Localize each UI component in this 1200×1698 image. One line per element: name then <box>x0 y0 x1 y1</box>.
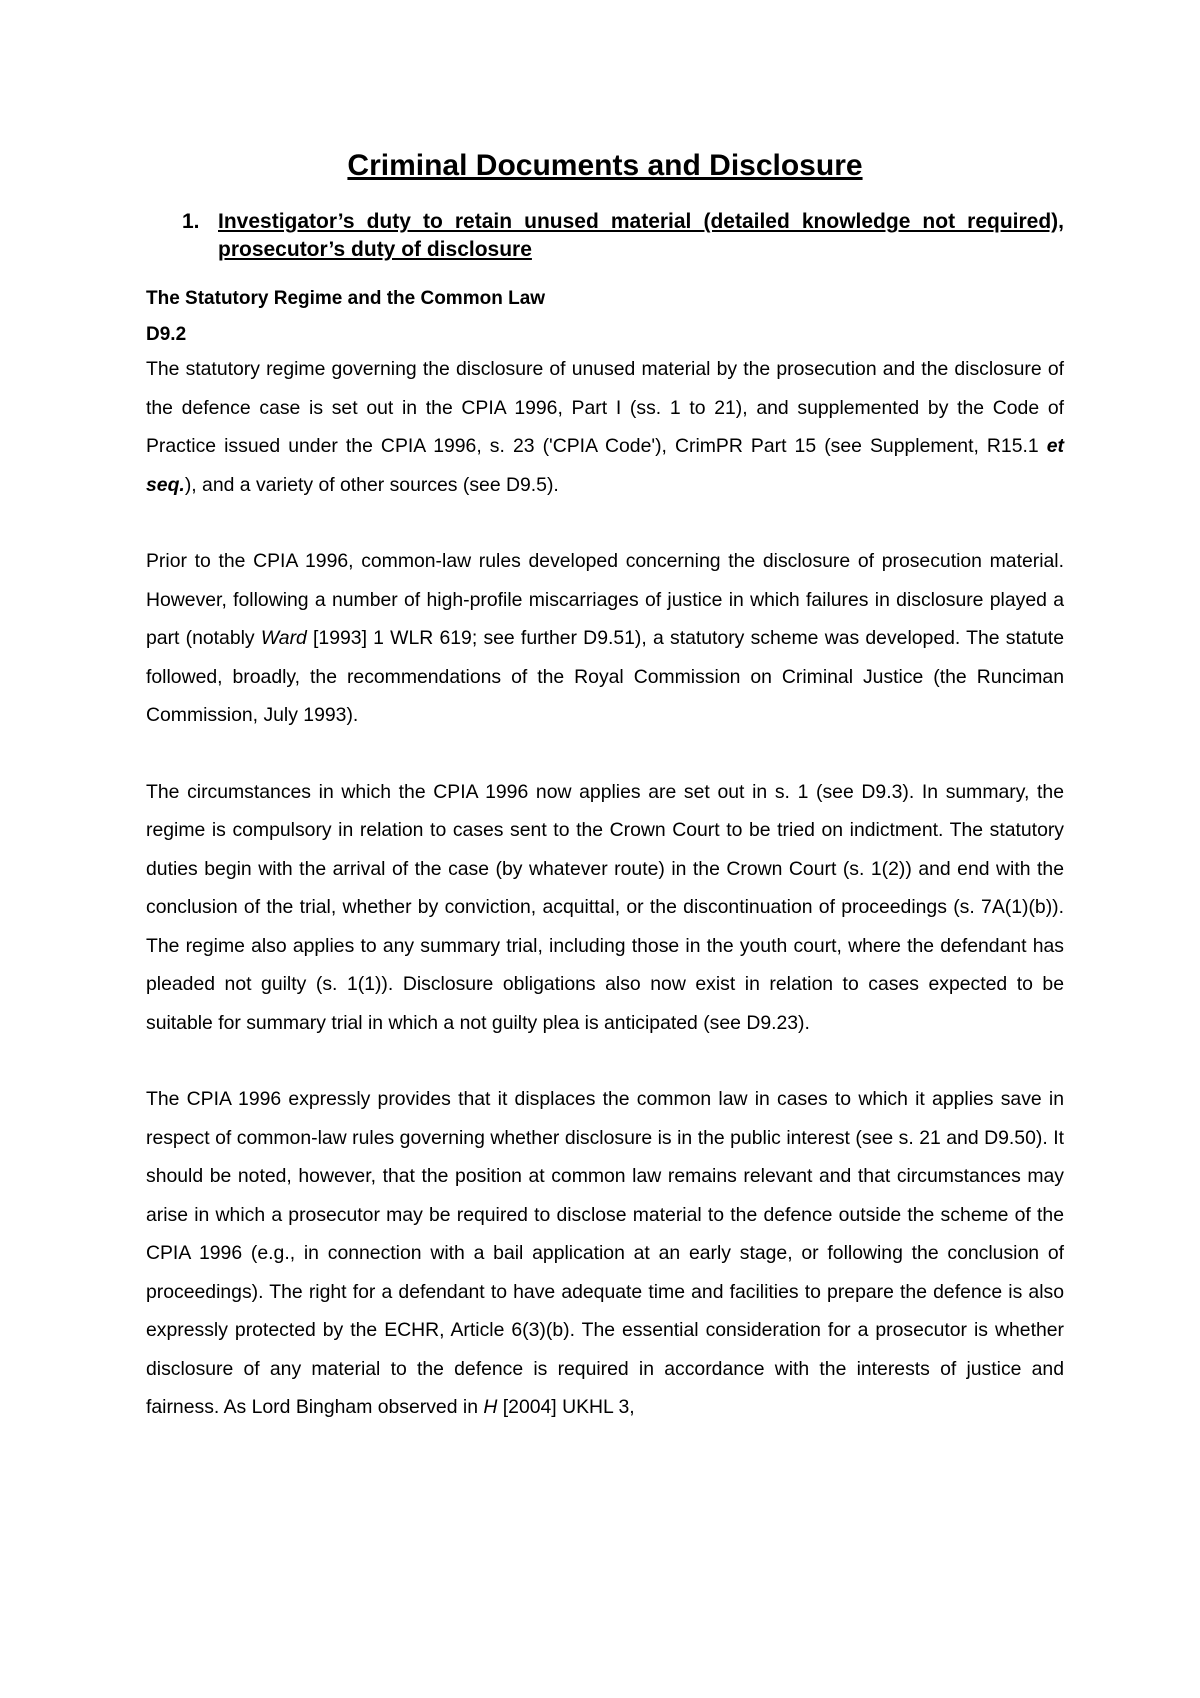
subheading: The Statutory Regime and the Common Law <box>146 288 546 309</box>
paragraph-1-text-a: The statutory regime governing the disclosure of unused material by the prosecution and the disclosure of the defence case is set out in the CPIA 1996, Part I (ss. 1 to 21), and supplemented by the Code of Practice issued under the CPIA 1996, s. 23 ('CPIA Code'), CrimPR Part 15 (see Supplement, R15.1 <box>146 358 1064 457</box>
paragraph-1 <box>146 350 1064 504</box>
document-body <box>146 140 1064 1427</box>
paragraph-2-text-a: Prior to the CPIA 1996, common-law rules developed concerning the disclosure of prosecution material. However, following a number of high-profile miscarriages of justice in which failures in disclosure played a part (notably <box>146 550 1064 649</box>
case-name-ward: Ward <box>260 627 307 649</box>
paragraph-2 <box>146 542 1064 735</box>
paragraph-4 <box>146 1080 1064 1427</box>
paragraph-reference: D9.2 <box>146 324 187 345</box>
paragraph-1-emphasis: et seq. <box>146 435 1064 496</box>
section-number: 1. <box>182 210 200 233</box>
document-title: Criminal Documents and Disclosure <box>347 149 863 182</box>
paragraph-4-text-a: The CPIA 1996 expressly provides that it displaces the common law in cases to which it applies save in respect of common-law rules governing whether disclosure is in the public interest (see s. 21 and D9.50). It should be noted, however, that the position at common law remains relevant and that circumstances may arise in which a prosecutor may be required to disclose material to the defence outside the scheme of the CPIA 1996 (e.g., in connection with a bail application at an early stage, or following the conclusion of proceedings). The right for a defendant to have adequate time and facilities to prepare the defence is also expressly protected by the ECHR, Article 6(3)(b). The essential consideration for a prosecutor is whether disclosure of any material to the defence is required in accordance with the interests of justice and fairness. As Lord Bingham observed in <box>146 1088 1064 1418</box>
paragraph-3: The circumstances in which the CPIA 1996 now applies are set out in s. 1 (see D9.3). In summary, the regime is compulsory in relation to cases sent to the Crown Court to be tried on indictment. The statutory duties begin with the arrival of the case (by whatever route) in the Crown Court (s. 1(2)) and end with the conclusion of the trial, whether by conviction, acquittal, or the discontinuation of proceedings (s. 7A(1)(b)). The regime also applies to any summary trial, including those in the youth court, where the defendant has pleaded not guilty (s. 1(1)). Disclosure obligations also now exist in relation to cases expected to be suitable for summary trial in which a not guilty plea is anticipated (see D9.23). <box>146 780 1064 1034</box>
paragraph-1-text-c: ), and a variety of other sources (see D9.5). <box>184 473 559 496</box>
paragraph-2-text-c: [1993] 1 WLR 619; see further D9.51), a statutory scheme was developed. The statute followed, broadly, the recommendations of the Royal Commission on Criminal Justice (the Runciman Commission, July 1993). <box>146 627 1064 726</box>
case-name-h: H <box>483 1396 498 1418</box>
section-heading-text: Investigator’s duty to retain unused material (detailed knowledge not required), prosecutor’s duty of disclosure <box>218 210 1064 261</box>
section-heading <box>146 208 1064 264</box>
paragraph-4-text-c: [2004] UKHL 3, <box>497 1396 635 1418</box>
